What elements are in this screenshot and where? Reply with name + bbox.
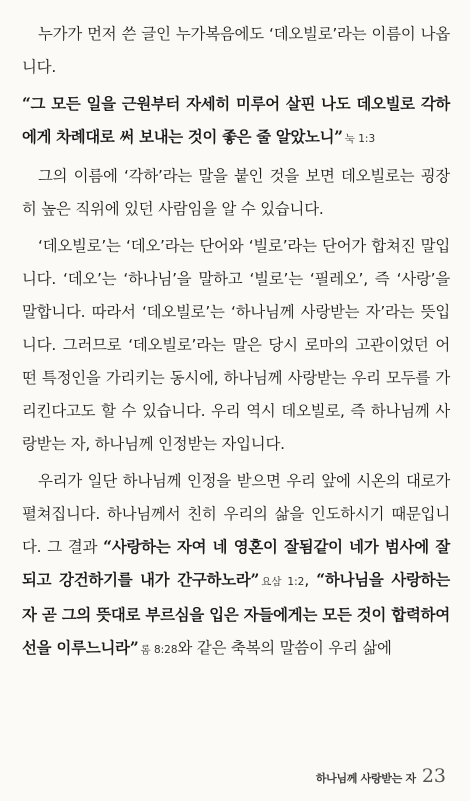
scripture-quote-luke (22, 88, 450, 156)
paragraph-3 (22, 230, 450, 461)
page-body (22, 18, 450, 671)
paragraph-2 (22, 160, 450, 226)
paragraph-4 (22, 465, 450, 667)
running-footer-title: 하나님께 사랑받는 자 (315, 772, 416, 785)
paragraph-4-text-b: 와 같은 축복의 말씀이 우리 삶에 (177, 639, 392, 657)
page-number: 23 (421, 765, 446, 787)
scripture-reference: 눅 1:3 (344, 133, 376, 145)
quote-text: “그 모든 일을 근원부터 자세히 미루어 살핀 나도 데오빌로 각하에게 차례대로 써 보내는 것이 좋은 줄 알았노니” (22, 95, 450, 146)
scripture-reference-3john: 요삼 1:2 (261, 576, 305, 588)
paragraph-3-text: ‘데오빌로’는 ‘데오’라는 단어와 ‘빌로’라는 단어가 합쳐진 말입니다. ‘데오’는 ‘하나님’을 말하고 ‘빌로’는 ‘필레오’, 즉 ‘사랑’을 말합니다. 따라서 ‘데오빌로’는 ‘하나님께 사랑받는 자’라는 뜻입니다. 그러므로 ‘데오빌로’라는 말은 당시 로마의 고관이었던 어떤 특정인을 가리키는 동시에, 하나님께 사랑받는 우리 모두를 가리킨다고도 할 수 있습니다. 우리 역시 데오빌로, 즉 하나님께 사랑받는 자, 하나님께 인정받는 자입니다. (22, 237, 450, 453)
paragraph-2-text: 그의 이름에 ‘각하’라는 말을 붙인 것을 보면 데오빌로는 굉장히 높은 직위에 있던 사람임을 알 수 있습니다. (22, 167, 450, 218)
paragraph-4-text-a: 우리가 일단 하나님께 인정을 받으면 우리 앞에 시온의 대로가 펼쳐집니다. 하나님께서 친히 우리의 삶을 인도하시기 때문입니다. 그 결과 (22, 472, 450, 556)
paragraph-1-text: 누가가 먼저 쓴 글인 누가복음에도 ‘데오빌로’라는 이름이 나옵니다. (22, 25, 450, 76)
page-footer (316, 765, 446, 787)
paragraph-1 (22, 18, 450, 84)
quote-text-romans: “하나님을 사랑하는 자 곧 그의 뜻대로 부르심을 입은 자들에게는 모든 것이 합력하여 선을 이루느니라” (22, 571, 451, 657)
paragraph-4-comma: , (304, 571, 317, 589)
scripture-reference-romans: 롬 8:28 (140, 644, 178, 656)
quote-text-3john: “사랑하는 자여 네 영혼이 잘됨같이 네가 범사에 잘되고 강건하기를 내가 간구하노라” (22, 538, 450, 589)
